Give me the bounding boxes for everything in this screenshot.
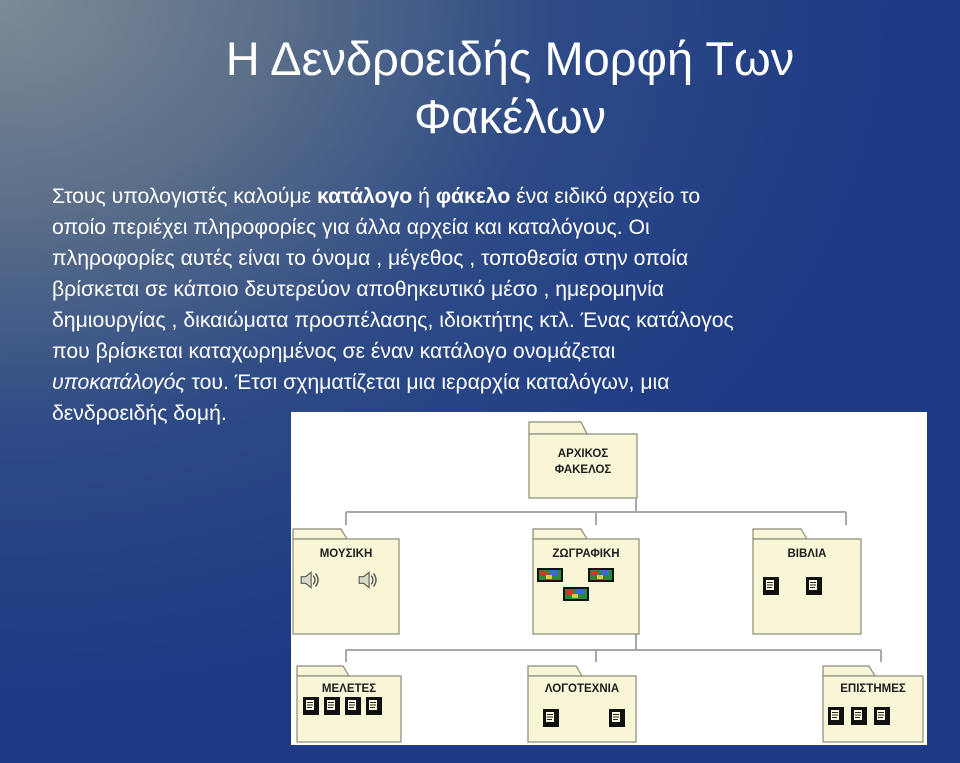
document-icon <box>763 577 779 595</box>
body-text-span: ένα ειδικό αρχείο το <box>510 185 701 208</box>
folder-root <box>529 422 637 498</box>
connectors-level1 <box>346 499 846 525</box>
body-line-4: βρίσκεται σε κάποιο δευτερεύον αποθηκευτικό μέσο , ημερομηνία <box>52 278 665 301</box>
document-icon <box>609 709 625 727</box>
folder-epistimes <box>823 666 923 742</box>
body-paragraph <box>52 181 957 429</box>
document-icon <box>303 697 319 715</box>
folder-logotexnia <box>528 666 636 742</box>
folder-zografiki <box>533 529 639 634</box>
folder-meletes-label: ΜΕΛΕΤΕΣ <box>321 683 377 695</box>
document-icon <box>324 697 340 715</box>
folder-mousiki-label: ΜΟΥΣΙΚΗ <box>319 548 373 560</box>
body-line-5: δημιουργίας , δικαιώματα προσπέλασης, ιδιοκτήτης κτλ. Ένας κατάλογος <box>52 309 734 332</box>
body-text-span: ή <box>412 185 436 208</box>
term-fakelo: φάκελο <box>435 185 511 208</box>
body-line-2: οποίο περιέχει πληροφορίες για άλλα αρχεία και καταλόγους. Οι <box>52 216 650 239</box>
body-text-span: Στους υπολογιστές καλούμε <box>52 185 318 208</box>
document-icon <box>874 707 890 725</box>
folder-logotexnia-label: ΛΟΓΟΤΕΧΝΙΑ <box>544 683 620 695</box>
folder-root-label-line1: ΑΡΧΙΚΟΣ <box>557 448 609 460</box>
slide-title <box>150 30 870 146</box>
document-icon <box>543 709 559 727</box>
document-icon <box>851 707 867 725</box>
term-katalogo: κατάλογο <box>317 185 413 208</box>
folder-tree-diagram <box>291 412 927 745</box>
document-icon <box>806 577 822 595</box>
folder-root-label-line2: ΦΑΚΕΛΟΣ <box>554 464 612 476</box>
connectors-level2 <box>346 632 881 662</box>
folder-epistimes-label: ΕΠΙΣΤΗΜΕΣ <box>840 683 906 695</box>
body-line-7 <box>52 367 957 398</box>
folder-mousiki <box>293 529 399 634</box>
document-icon <box>345 697 361 715</box>
body-line-3: πληροφορίες αυτές είναι το όνομα , μέγεθος , τοποθεσία στην οποία <box>52 247 689 270</box>
folder-vivlia <box>753 529 861 634</box>
slide-title-line2: Φακέλων <box>413 90 607 143</box>
body-text-span: του. Έτσι σχηματίζεται μια ιεραρχία καταλόγων, μια <box>185 371 670 394</box>
folder-meletes <box>297 666 401 742</box>
folder-vivlia-label: ΒΙΒΛΙΑ <box>787 548 827 560</box>
document-icon <box>366 697 382 715</box>
document-icon <box>828 707 844 725</box>
body-line-8: δενδροειδής δομή. <box>52 402 227 425</box>
body-line-1 <box>52 181 957 212</box>
slide-title-line1: Η Δενδροειδής Μορφή Των <box>225 32 795 85</box>
term-ypokatalogos: υποκατάλογός <box>52 371 186 394</box>
picture-icon <box>588 568 614 582</box>
picture-icon <box>563 587 589 601</box>
picture-icon <box>537 568 563 582</box>
body-line-6: που βρίσκεται καταχωρημένος σε έναν κατάλογο ονομάζεται <box>52 340 616 363</box>
folder-zografiki-label: ΖΩΓΡΑΦΙΚΗ <box>552 548 620 560</box>
